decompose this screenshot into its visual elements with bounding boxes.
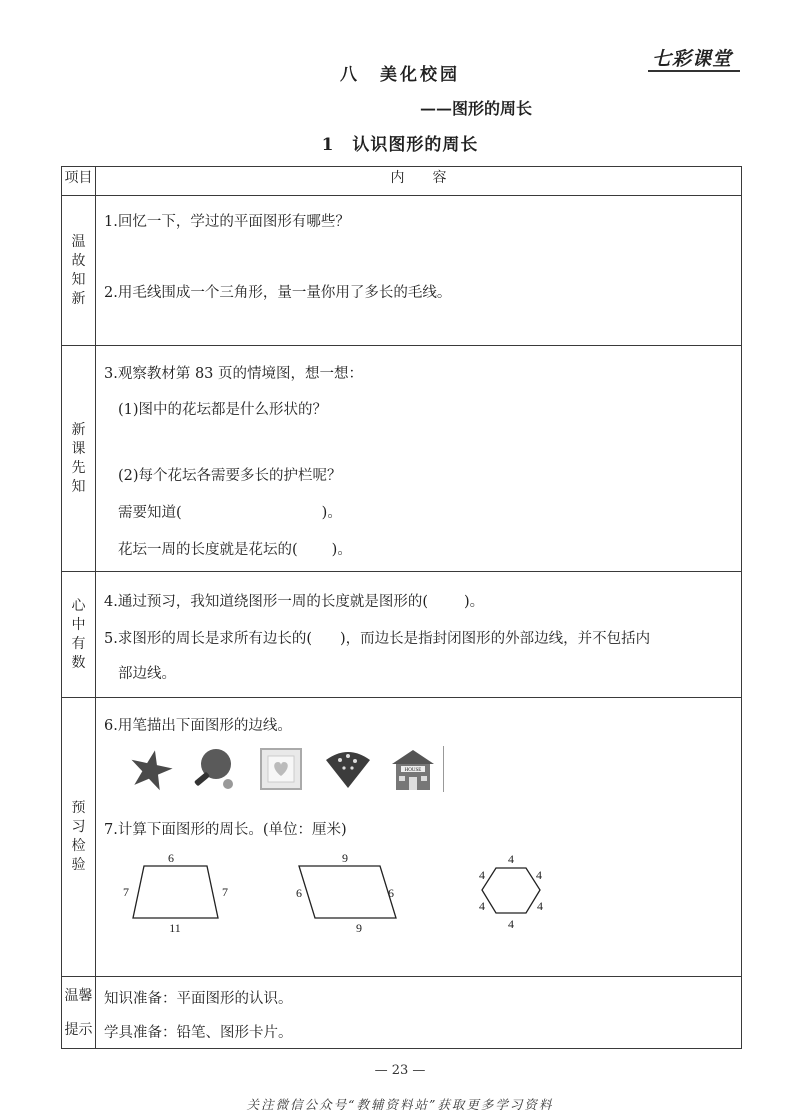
- check-content: [96, 698, 742, 977]
- parallelogram-top-label: 9: [342, 851, 348, 865]
- hexagon-side-label: 4: [479, 899, 485, 913]
- section-tips: [62, 977, 742, 1049]
- question-5-cont: 部边线。: [118, 666, 176, 682]
- starfish-icon[interactable]: [126, 746, 176, 792]
- question-5: 5.求图形的周长是求所有边长的( )，而边长是指封闭图形的外部边线，并不包括内: [104, 631, 651, 647]
- chapter-title: 八 美化校园: [340, 65, 460, 85]
- picture-divider: [443, 746, 444, 792]
- section-check: [62, 698, 742, 977]
- hexagon-side-label: 4: [508, 917, 514, 931]
- parallelogram-left-label: 6: [296, 886, 302, 900]
- question-4: 4.通过预习，我知道绕图形一周的长度就是图形的( )。: [104, 594, 485, 610]
- worksheet-table: [61, 166, 742, 1049]
- unit-subtitle: ——图形的周长: [420, 99, 533, 118]
- svg-text:HOUSE: HOUSE: [404, 768, 422, 773]
- lesson-title: 1 认识图形的周长: [321, 135, 479, 155]
- footer-note: 关注微信公众号“教辅资料站”获取更多学习资料: [246, 1097, 554, 1112]
- trapezoid-left-label: 7: [123, 885, 129, 899]
- perimeter-figures: [106, 846, 736, 956]
- label-check: 预习检验: [62, 698, 96, 977]
- question-6: 6.用笔描出下面图形的边线。: [104, 718, 292, 734]
- header-content: 内 容: [96, 167, 742, 196]
- hexagon-side-label: 4: [536, 868, 542, 882]
- folding-fan-icon[interactable]: [322, 746, 374, 792]
- question-3-2: (2)每个花坛各需要多长的护栏呢？: [118, 468, 342, 484]
- hexagon-side-label: 4: [537, 899, 543, 913]
- parallelogram-figure[interactable]: [296, 851, 396, 935]
- section-new: [62, 346, 742, 572]
- heart-frame-icon[interactable]: [258, 746, 304, 792]
- parallelogram-right-label: 6: [388, 886, 394, 900]
- hexagon-side-label: 4: [508, 852, 514, 866]
- flower-bed-line: 花坛一周的长度就是花坛的( )。: [118, 542, 352, 558]
- ping-pong-paddle-icon[interactable]: [188, 746, 236, 792]
- trapezoid-bottom-label: 11: [169, 921, 181, 935]
- question-1: 1.回忆一下，学过的平面图形有哪些？: [104, 214, 350, 230]
- table-header-row: [62, 167, 742, 196]
- question-2: 2.用毛线围成一个三角形，量一量你用了多长的毛线。: [104, 285, 452, 301]
- label-tips: 温馨 提示: [62, 977, 96, 1049]
- label-review: 温故知新: [62, 196, 96, 346]
- question-3: 3.观察教材第 83 页的情境图，想一想：: [104, 366, 364, 382]
- header-project: 项目: [62, 167, 96, 196]
- house-icon[interactable]: [388, 746, 438, 792]
- tools-prep: 学具准备：铅笔、图形卡片。: [104, 1025, 293, 1041]
- section-review: [62, 196, 742, 346]
- hexagon-figure[interactable]: [479, 852, 543, 931]
- knowledge-prep: 知识准备：平面图形的认识。: [104, 991, 293, 1007]
- review-content: [96, 196, 742, 346]
- trace-pictures: [126, 746, 471, 792]
- new-content: [96, 346, 742, 572]
- parallelogram-bottom-label: 9: [356, 921, 362, 935]
- mind-content: [96, 572, 742, 698]
- page-number: — 23 —: [374, 1063, 426, 1078]
- hexagon-side-label: 4: [479, 868, 485, 882]
- tips-content: [96, 977, 742, 1049]
- label-new: 新课先知: [62, 346, 96, 572]
- need-to-know-line: 需要知道( )。: [118, 505, 342, 521]
- label-mind: 心中有数: [62, 572, 96, 698]
- question-7: 7.计算下面图形的周长。(单位：厘米): [104, 822, 347, 838]
- brand-logo: 七彩课堂: [652, 48, 733, 70]
- section-mind: [62, 572, 742, 698]
- trapezoid-right-label: 7: [222, 885, 228, 899]
- trapezoid-top-label: 6: [168, 851, 174, 865]
- trapezoid-figure[interactable]: [123, 851, 228, 935]
- question-3-1: (1)图中的花坛都是什么形状的？: [118, 402, 328, 418]
